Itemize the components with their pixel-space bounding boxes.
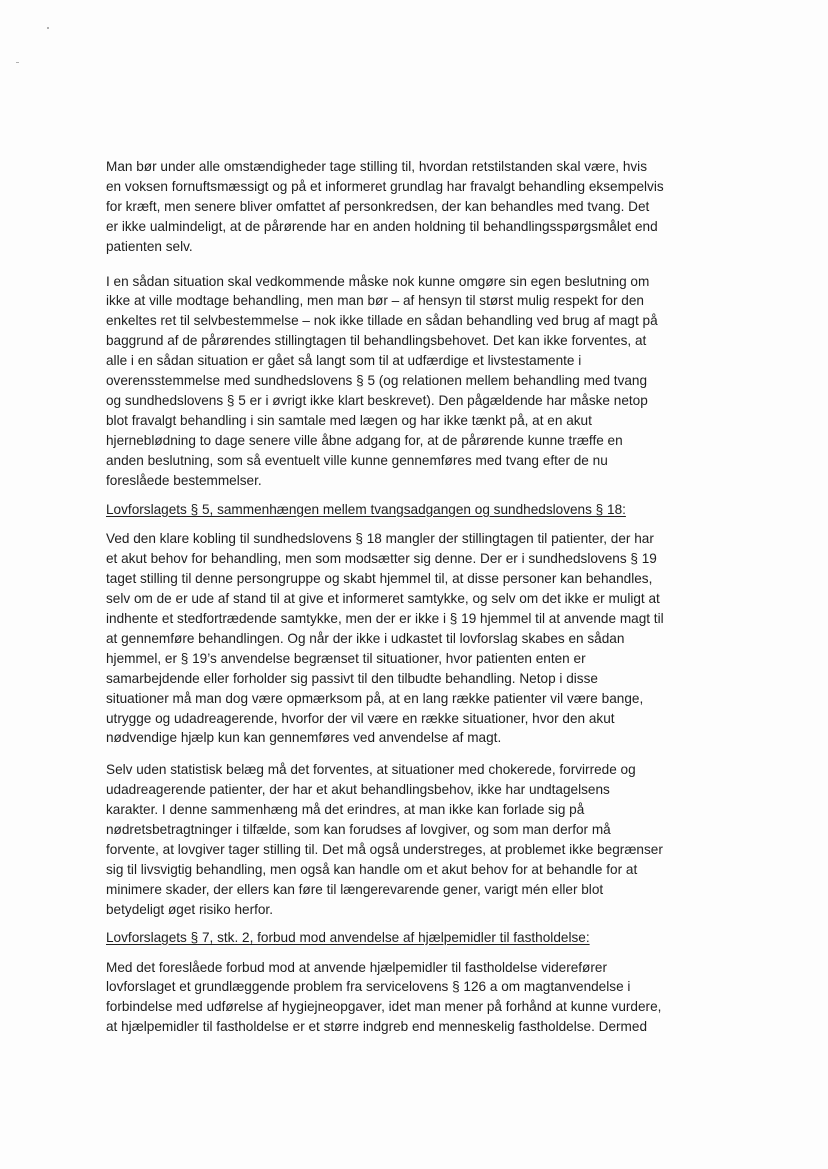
paragraph-line: karakter. I denne sammenhæng må det erindres, at man ikke kan forlade sig på <box>106 802 585 818</box>
paragraph-line: og sundhedslovens § 5 er i øvrigt ikke klart beskrevet). Den pågældende har måske netop <box>106 392 648 408</box>
paragraph-2 <box>106 272 716 491</box>
paragraph-line: blot fravalgt behandling i sin samtale med lægen og har ikke tænkt på, at en akut <box>106 412 592 428</box>
paragraph-line: taget stilling til denne persongruppe og skabt hjemmel til, at disse personer kan behandles, <box>106 571 653 587</box>
paragraph-line: Med det foreslåede forbud mod at anvende hjælpemidler til fastholdelse viderefører <box>106 959 607 975</box>
paragraph-line: situationer må man dog være opmærksom på, at en lang række patienter vil være bange, <box>106 690 644 706</box>
paragraph-line: en voksen fornuftsmæssigt og på et informeret grundlag har fravalgt behandling eksempelvis <box>106 178 664 194</box>
paragraph-line: Ved den klare kobling til sundhedslovens § 18 mangler der stillingtagen til patienter, der har <box>106 531 654 547</box>
paragraph-line: forbindelse med udførelse af hygiejneopgaver, idet man mener på forhånd at kunne vurdere, <box>106 999 662 1015</box>
paragraph-line: sig til livsvigtig behandling, men også kan handle om et akut behov for at behandle for at <box>106 861 638 877</box>
paragraph-line: for kræft, men senere bliver omfattet af personkredsen, der kan behandles med tvang. Det <box>106 198 650 214</box>
paragraph-line: foreslåede bestemmelser. <box>106 472 262 488</box>
scan-speck <box>47 27 49 29</box>
paragraph-line: at hjælpemidler til fastholdelse er et større indgreb end menneskelig fastholdelse. Dermed <box>106 1019 648 1035</box>
paragraph-line: nødretsbetragtninger i tilfælde, som kan forudses af lovgiver, og som man derfor må <box>106 822 611 838</box>
paragraph-line: er ikke ualmindeligt, at de pårørende har en anden holdning til behandlingsspørgsmålet end <box>106 218 658 234</box>
paragraph-line: selv om de er ude af stand til at give et informeret samtykke, og selv om det ikke er muligt at <box>106 591 660 607</box>
paragraph-3 <box>106 529 716 748</box>
paragraph-line: anden beslutning, som så eventuelt ville kunne gennemføres med tvang efter de nu <box>106 452 608 468</box>
paragraph-line: forvente, at lovgiver tager stilling til. Det må også understreges, at problemet ikke begrænser <box>106 842 663 857</box>
paragraph-line: indhente et stedfortrædende samtykke, men der er ikke i § 19 hjemmel til at anvende magt til <box>106 611 664 627</box>
paragraph-line: Man bør under alle omstændigheder tage stilling til, hvordan retstilstanden skal være, hvis <box>106 159 647 174</box>
paragraph-line: overensstemmelse med sundhedslovens § 5 (og relationen mellem behandling med tvang <box>106 373 648 389</box>
paragraph-1 <box>106 157 716 257</box>
scan-speck <box>16 62 19 63</box>
paragraph-line: at gennemføre behandlingen. Og når der ikke i udkastet til lovforslag skabes en sådan <box>106 630 625 646</box>
paragraph-line: hjemmel, er § 19’s anvendelse begrænset til situationer, hvor patienten enten er <box>106 650 586 666</box>
section-heading: Lovforslagets § 7, stk. 2, forbud mod anvendelse af hjælpemidler til fastholdelse: <box>106 929 590 945</box>
paragraph-line: baggrund af de pårørendes stillingtagen til behandlingsbehovet. Det kan ikke forventes, at <box>106 333 647 349</box>
document-body <box>106 157 716 1050</box>
paragraph-line: hjerneblødning to dage senere ville åbne adgang for, at de pårørende kunne træffe en <box>106 432 623 448</box>
paragraph-4 <box>106 760 716 919</box>
paragraph-line: betydeligt øget risiko herfor. <box>106 901 273 917</box>
paragraph-line: nødvendige hjælp kun kan gennemføres ved anvendelse af magt. <box>106 730 502 746</box>
paragraph-line: alle i en sådan situation er gået så langt som til at udfærdige et livstestamente i <box>106 353 582 369</box>
paragraph-line: ikke at ville modtage behandling, men man bør – af hensyn til størst mulig respekt for den <box>106 293 644 309</box>
paragraph-line: enkeltes ret til selvbestemmelse – nok ikke tillade en sådan behandling ved brug af magt på <box>106 313 658 329</box>
paragraph-line: minimere skader, der ellers kan føre til længerevarende gener, varigt mén eller blot <box>106 881 604 897</box>
paragraph-line: Selv uden statistisk belæg må det forventes, at situationer med chokerede, forvirrede og <box>106 762 636 778</box>
paragraph-line: samarbejdende eller forholder sig passivt til den tilbudte behandling. Netop i disse <box>106 670 598 686</box>
paragraph-5 <box>106 958 716 1038</box>
section-heading: Lovforslagets § 5, sammenhængen mellem tvangsadgangen og sundhedslovens § 18: <box>106 501 626 517</box>
paragraph-line: udadreagerende patienter, der har et akut behandlingsbehov, ikke har undtagelsens <box>106 782 610 798</box>
paragraph-line: patienten selv. <box>106 238 193 254</box>
paragraph-line: lovforslaget et grundlæggende problem fra servicelovens § 126 a om magtanvendelse i <box>106 979 631 995</box>
paragraph-line: et akut behov for behandling, men som modsætter sig denne. Der er i sundhedslovens § 19 <box>106 551 657 567</box>
paragraph-line: utrygge og udadreagerende, hvorfor der vil være en række situationer, hvor den akut <box>106 710 615 726</box>
paragraph-line: I en sådan situation skal vedkommende måske nok kunne omgøre sin egen beslutning om <box>106 273 650 289</box>
